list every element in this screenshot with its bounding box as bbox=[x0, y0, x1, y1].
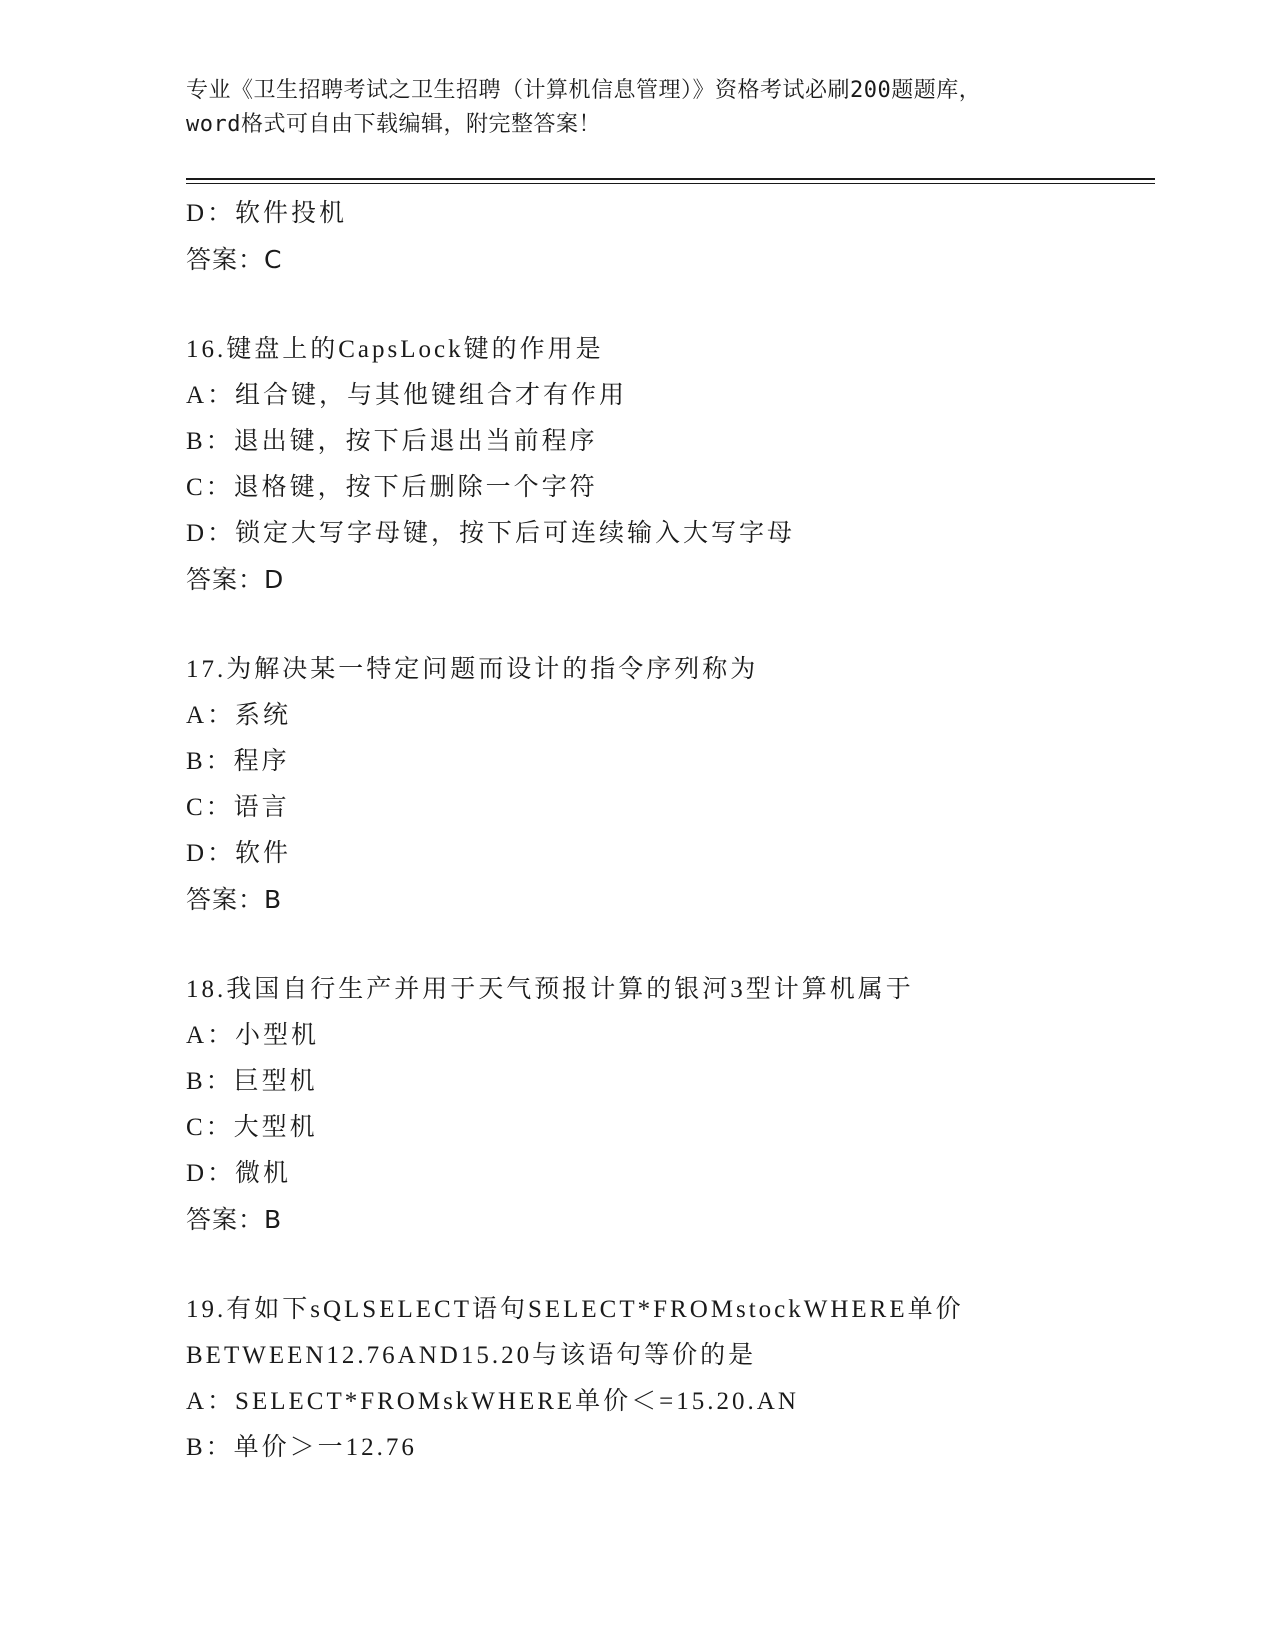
spacer bbox=[186, 1243, 1155, 1287]
question-list bbox=[186, 191, 1155, 1471]
question-text: 16.键盘上的CapsLock键的作用是 bbox=[186, 336, 604, 363]
option-d: D：锁定大写字母键，按下后可连续输入大写字母 bbox=[186, 520, 796, 547]
question-block-16 bbox=[186, 327, 1155, 603]
spacer bbox=[186, 923, 1155, 967]
answer-line: 答案：B bbox=[186, 885, 283, 914]
option-c: C：退格键，按下后删除一个字符 bbox=[186, 474, 598, 501]
option-b: B：退出键，按下后退出当前程序 bbox=[186, 428, 598, 455]
option-d: D：软件投机 bbox=[186, 200, 348, 227]
header-divider-thick bbox=[186, 178, 1155, 180]
answer-line: 答案：B bbox=[186, 1205, 283, 1234]
option-b: B：单价＞一12.76 bbox=[186, 1434, 417, 1461]
spacer bbox=[186, 603, 1155, 647]
question-block-17 bbox=[186, 647, 1155, 923]
answer-line: 答案：D bbox=[186, 565, 285, 594]
option-b: B：程序 bbox=[186, 748, 290, 775]
question-text: 17.为解决某一特定问题而设计的指令序列称为 bbox=[186, 656, 759, 683]
question-text-line-2: BETWEEN12.76AND15.20与该语句等价的是 bbox=[186, 1342, 757, 1369]
question-text: 18.我国自行生产并用于天气预报计算的银河3型计算机属于 bbox=[186, 976, 914, 1003]
option-d: D：软件 bbox=[186, 840, 292, 867]
spacer bbox=[186, 283, 1155, 327]
question-block-19 bbox=[186, 1287, 1155, 1471]
header-title-line-2: word格式可自由下载编辑，附完整答案！ bbox=[186, 112, 601, 137]
option-b: B：巨型机 bbox=[186, 1068, 318, 1095]
option-a: A：组合键，与其他键组合才有作用 bbox=[186, 382, 628, 409]
option-a: A：小型机 bbox=[186, 1022, 320, 1049]
question-block-15 bbox=[186, 191, 1155, 283]
document-header bbox=[186, 74, 1086, 142]
option-d: D：微机 bbox=[186, 1160, 292, 1187]
option-c: C：大型机 bbox=[186, 1114, 318, 1141]
option-a: A：系统 bbox=[186, 702, 292, 729]
option-a: A：SELECT*FROMskWHERE单价＜=15.20.AN bbox=[186, 1388, 799, 1415]
answer-line: 答案：C bbox=[186, 245, 283, 274]
question-text-line-1: 19.有如下sQLSELECT语句SELECT*FROMstockWHERE单价 bbox=[186, 1296, 964, 1323]
question-block-18 bbox=[186, 967, 1155, 1243]
header-divider-thin bbox=[186, 183, 1155, 184]
option-c: C：语言 bbox=[186, 794, 290, 821]
header-title-line-1: 专业《卫生招聘考试之卫生招聘（计算机信息管理）》资格考试必刷200题题库， bbox=[186, 78, 982, 103]
